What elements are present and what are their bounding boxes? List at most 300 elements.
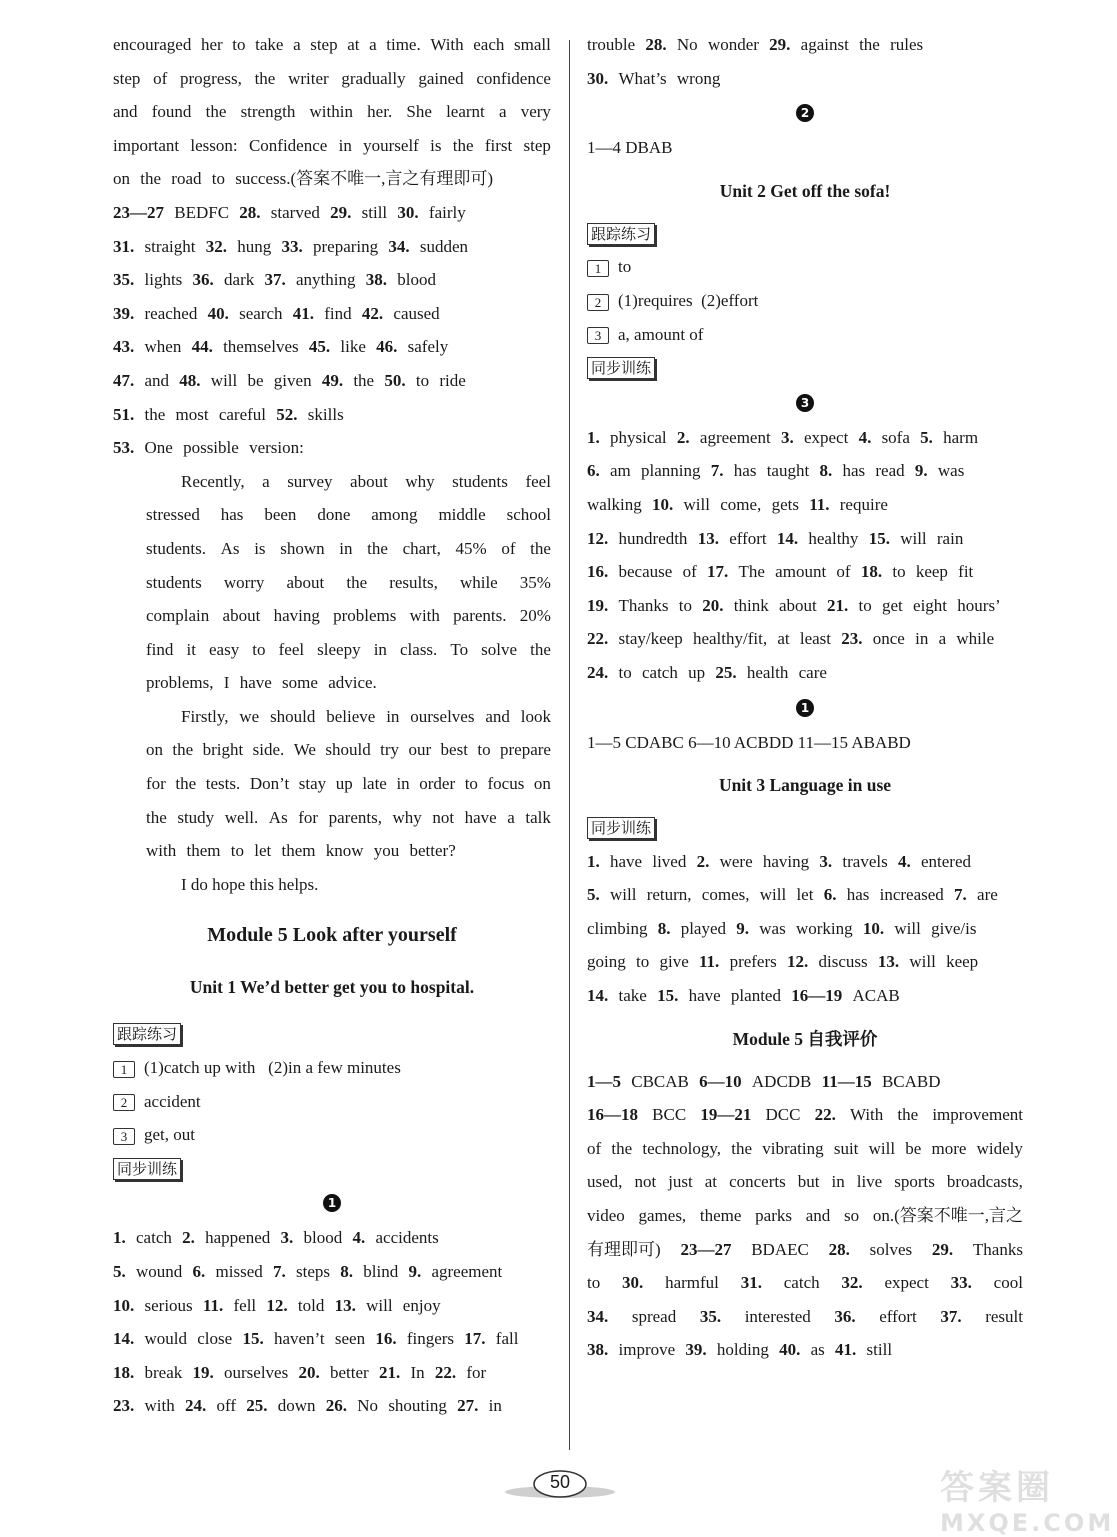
word: be	[905, 1138, 922, 1158]
word: strength	[240, 102, 296, 122]
word: problems,	[146, 673, 224, 693]
answers-a-line	[113, 398, 551, 432]
word: time.	[386, 35, 421, 54]
word: 49.	[321, 370, 354, 390]
word: to	[464, 774, 478, 794]
word: 15.	[868, 528, 901, 548]
item-number-box: 1	[113, 1061, 135, 1078]
word: when	[144, 337, 192, 357]
word: 27.	[457, 1396, 489, 1416]
word: 20.	[298, 1362, 330, 1382]
word: anything	[296, 270, 366, 290]
word: 25.	[715, 662, 747, 682]
word: 37.	[940, 1306, 962, 1326]
word: accidents	[375, 1228, 439, 1248]
word: sofa	[881, 427, 921, 447]
watermark-bottom: MXQE.COM	[940, 1509, 1115, 1537]
word: about	[286, 572, 325, 592]
word: know	[325, 841, 374, 861]
essay-p2-line	[113, 700, 551, 734]
word: seen	[334, 1329, 376, 1349]
section-circle-1: 1	[323, 1194, 341, 1212]
watermark	[940, 1460, 1115, 1537]
word: 31.	[113, 236, 145, 256]
answers-d	[587, 845, 1023, 1013]
word: 11.	[809, 494, 840, 514]
word: given	[273, 370, 322, 390]
word: 7.	[710, 461, 734, 481]
item-number-box: 2	[587, 294, 609, 311]
word: solves	[869, 1239, 913, 1259]
word: the	[530, 538, 551, 558]
word: find	[324, 303, 362, 323]
word: of	[836, 562, 861, 582]
word: about	[222, 606, 261, 626]
word: physical	[610, 427, 677, 447]
track-item	[113, 1118, 551, 1152]
word: 39.	[113, 303, 145, 323]
word: 28.	[828, 1239, 850, 1259]
word: of	[501, 538, 516, 558]
word: technology,	[642, 1138, 722, 1158]
word: 2.	[696, 851, 720, 871]
answers-e-line	[587, 1233, 1023, 1267]
word: dark	[224, 270, 265, 290]
word: 3.	[280, 1228, 304, 1248]
word: missed	[215, 1262, 274, 1281]
word: 40.	[207, 303, 240, 323]
word: 23.	[113, 1396, 145, 1416]
word: 6—10	[699, 1071, 752, 1091]
word: broadcasts,	[946, 1172, 1023, 1192]
word: 35.	[699, 1306, 722, 1326]
word: 有理即可)	[587, 1239, 661, 1259]
answers-a-line	[113, 297, 551, 331]
answers-c-line	[587, 488, 1023, 522]
word: amount	[775, 562, 837, 582]
word: gradually	[341, 68, 406, 88]
word: the	[530, 639, 551, 659]
word: on.(答案不唯一,言之	[872, 1206, 1023, 1226]
essay-p1-line	[113, 599, 551, 633]
word: step	[113, 68, 141, 88]
answers-b-line	[113, 1221, 551, 1255]
word: her	[200, 35, 223, 54]
word: our	[408, 740, 432, 760]
answers-a-line	[113, 364, 551, 398]
essay-paragraph-2	[113, 700, 551, 868]
right-cont-line	[587, 62, 1023, 96]
word: 12.	[266, 1295, 298, 1315]
word: 26.	[325, 1396, 358, 1416]
word: 9.	[408, 1262, 432, 1281]
module-eval-title: Module 5 自我评价	[732, 1028, 878, 1049]
word: sudden	[419, 236, 469, 256]
word: progress,	[180, 68, 242, 88]
module-title: Module 5 Look after yourself	[207, 924, 457, 947]
word: 25.	[246, 1396, 278, 1416]
essay-p1-line	[113, 532, 551, 566]
word: so	[843, 1206, 860, 1226]
word: least	[799, 629, 842, 649]
word: return,	[646, 885, 702, 905]
word: careful	[218, 404, 277, 424]
track-practice-label: 跟踪练习	[113, 1023, 181, 1045]
word: 23.	[841, 629, 873, 649]
word: will	[909, 952, 947, 972]
word: a	[498, 102, 507, 122]
word: 21.	[827, 595, 859, 615]
word: problems	[333, 606, 397, 626]
word: Recently,	[181, 471, 245, 491]
word: success.(答案不唯一,言之有理即可)	[235, 169, 494, 189]
word: has	[846, 885, 880, 905]
track-items	[113, 1051, 551, 1152]
word: vibrating	[762, 1138, 824, 1158]
word: in	[386, 706, 400, 726]
essay-p2-line	[113, 733, 551, 767]
word: expect	[884, 1273, 929, 1293]
word: CBCAB	[631, 1071, 700, 1091]
word: a	[369, 35, 377, 54]
answers-b-line	[113, 1289, 551, 1323]
word: 15.	[657, 986, 689, 1006]
word: not	[432, 807, 455, 827]
word: healthy	[808, 528, 869, 548]
word: 15.	[242, 1329, 274, 1349]
answers-section-2: 1—4 DBAB	[587, 138, 673, 158]
word: 3.	[780, 427, 804, 447]
watermark-top: 答案圈	[940, 1468, 1054, 1508]
answers-e-line	[587, 1132, 1023, 1166]
word: To	[450, 639, 469, 659]
word: catch	[136, 1228, 183, 1248]
word: take	[255, 35, 284, 54]
word: require	[839, 494, 888, 514]
word: 5.	[113, 1262, 136, 1281]
word: in	[339, 538, 353, 558]
answers-d-line	[587, 912, 1023, 946]
word: 48.	[179, 370, 211, 390]
word: 5.	[920, 427, 944, 447]
word: used,	[587, 1172, 623, 1192]
word: fairly	[428, 202, 466, 222]
word: been	[264, 505, 297, 525]
word: 38.	[365, 270, 398, 290]
word: played	[680, 918, 737, 938]
word: to	[618, 662, 642, 682]
track-item	[587, 250, 1023, 284]
word: some	[282, 673, 329, 693]
word: 18.	[860, 562, 893, 582]
word: expect	[803, 427, 859, 447]
word: rain	[936, 528, 964, 548]
word: agreement	[699, 427, 781, 447]
word: 28.	[239, 202, 271, 222]
word: to	[415, 370, 440, 390]
word: 37.	[264, 270, 297, 290]
word: lesson:	[190, 135, 238, 155]
word: solve	[481, 639, 518, 659]
word: 34.	[587, 1306, 609, 1326]
word: 5.	[587, 885, 610, 905]
word: starved	[270, 202, 331, 222]
word: entered	[920, 851, 972, 871]
word: and	[113, 102, 138, 122]
word: preparing	[313, 236, 389, 256]
word: 24.	[184, 1396, 217, 1416]
page-number: 50	[549, 1472, 571, 1492]
word: steps	[296, 1262, 341, 1281]
word: a	[938, 629, 957, 649]
word: concerts	[729, 1172, 786, 1192]
word: BEDFC	[174, 202, 240, 222]
word: 42.	[361, 303, 394, 323]
word: 6.	[192, 1262, 216, 1281]
word: 47.	[113, 370, 145, 390]
word: her.	[367, 102, 393, 122]
word: games,	[638, 1206, 687, 1226]
word: improvement	[932, 1105, 1023, 1125]
word: 9.	[736, 918, 760, 938]
word: catch	[641, 662, 689, 682]
word: results,	[389, 572, 438, 592]
track-item-text: get, out	[144, 1125, 195, 1145]
word: survey	[287, 471, 333, 491]
answers-c-line	[587, 454, 1023, 488]
word: version:	[249, 438, 304, 458]
word: 29.	[931, 1239, 954, 1259]
word: 36.	[192, 270, 225, 290]
word: confidence	[476, 68, 551, 88]
word: climbing	[587, 918, 658, 938]
word: going	[587, 952, 636, 972]
track-item-text: a, amount of	[618, 324, 704, 344]
word: 38.	[587, 1340, 619, 1360]
word: in	[488, 1396, 502, 1416]
word: comes,	[701, 885, 760, 905]
track-item-text: (1)requires (2)effort	[618, 290, 759, 310]
word: 18.	[113, 1362, 145, 1382]
word: 23—27	[680, 1239, 732, 1259]
word: like	[340, 337, 377, 357]
word: learnt	[446, 102, 485, 122]
word: students.	[146, 538, 206, 558]
essay-p1-line	[113, 666, 551, 700]
right-column	[587, 28, 1023, 1367]
word: was	[759, 918, 796, 938]
word: on	[533, 774, 551, 794]
word: hours’	[957, 595, 1001, 615]
word: each	[473, 35, 505, 54]
word: suit	[833, 1138, 859, 1158]
word: has	[220, 505, 244, 525]
word: them	[186, 841, 231, 861]
word: Thanks	[972, 1239, 1023, 1259]
section-circle-4: 1	[796, 699, 814, 717]
sync-training-label-3: 同步训练	[587, 817, 655, 839]
word: on	[113, 169, 141, 189]
word: were	[719, 851, 763, 871]
word: more	[931, 1138, 967, 1158]
word: safely	[407, 337, 449, 357]
word: up	[688, 662, 716, 682]
word: advice.	[328, 673, 377, 693]
word: As	[268, 807, 288, 827]
word: fell	[233, 1295, 267, 1315]
word: well.	[224, 807, 259, 827]
answers-e-line	[587, 1065, 1023, 1099]
sync-training-label: 同步训练	[113, 1158, 181, 1180]
answers-c-line	[587, 555, 1023, 589]
word: to	[477, 740, 491, 760]
word: school	[506, 505, 551, 525]
word: 19—21	[700, 1105, 752, 1125]
essay-end-line	[113, 162, 551, 196]
word: 32.	[841, 1273, 863, 1293]
word: still	[866, 1340, 893, 1360]
essay-p2-line	[113, 834, 551, 868]
word: as	[810, 1340, 836, 1360]
word: 6.	[587, 461, 610, 481]
word: will	[366, 1295, 403, 1315]
word: 39.	[685, 1340, 717, 1360]
essay-p1-line	[113, 498, 551, 532]
answers-d-line	[587, 979, 1023, 1013]
right-cont-line	[587, 28, 1023, 62]
word: health	[746, 662, 799, 682]
word: lights	[144, 270, 193, 290]
essay-p1-line	[113, 465, 551, 499]
word: 33.	[950, 1273, 972, 1293]
word: DCC	[765, 1105, 801, 1125]
word: important	[113, 135, 180, 155]
word: catch	[783, 1273, 820, 1293]
word: the	[140, 169, 172, 189]
word: read	[875, 461, 915, 481]
word: rules	[890, 35, 924, 54]
word: holding	[716, 1340, 780, 1360]
word: about	[778, 595, 828, 615]
word: 7.	[954, 885, 978, 905]
word: in	[338, 135, 352, 155]
word: 22.	[814, 1105, 836, 1125]
word: still	[361, 202, 398, 222]
track-practice-label-2: 跟踪练习	[587, 223, 655, 245]
word: prepare	[500, 740, 551, 760]
word: would	[144, 1329, 198, 1349]
word: interested	[744, 1306, 811, 1326]
word: should	[270, 706, 316, 726]
answers-c-line	[587, 522, 1023, 556]
essay-end-line	[113, 62, 551, 96]
word: it	[186, 639, 196, 659]
word: care	[798, 662, 827, 682]
track-item	[113, 1051, 551, 1085]
track-items-2	[587, 250, 1023, 351]
word: best	[440, 740, 468, 760]
answers-a-line	[113, 196, 551, 230]
word: of	[587, 1138, 602, 1158]
word: 35%	[519, 572, 551, 592]
answers-e-line	[587, 1266, 1023, 1300]
word: students	[452, 471, 508, 491]
word: 16—19	[791, 986, 853, 1006]
answers-a-line	[113, 431, 551, 465]
word: once	[872, 629, 916, 649]
word: She	[406, 102, 432, 122]
word: 45%	[455, 538, 487, 558]
word: will	[868, 1138, 896, 1158]
word: ADCDB	[751, 1071, 822, 1091]
word: to	[252, 639, 266, 659]
word: No	[357, 1396, 389, 1416]
word: 30.	[587, 68, 619, 88]
word: stay/keep	[618, 629, 693, 649]
word: for	[466, 1362, 487, 1382]
word: will	[683, 494, 721, 514]
word: among	[371, 505, 418, 525]
word: haven’t	[273, 1329, 335, 1349]
word: planning	[641, 461, 711, 481]
word: while	[459, 572, 498, 592]
word: get	[882, 595, 914, 615]
word: the	[897, 1105, 919, 1125]
word: blind	[363, 1262, 409, 1281]
word: With	[849, 1105, 884, 1125]
word: at	[777, 629, 800, 649]
word: close	[197, 1329, 243, 1349]
word: harmful	[665, 1273, 719, 1293]
word: 14.	[113, 1329, 145, 1349]
word: the	[144, 404, 176, 424]
word: give	[659, 952, 699, 972]
word: will	[759, 885, 797, 905]
word: effort	[879, 1306, 917, 1326]
sync-training-label-2: 同步训练	[587, 357, 655, 379]
word: 10.	[113, 1295, 145, 1315]
word: shown	[280, 538, 325, 558]
word: prefers	[729, 952, 788, 972]
word: healthy/fit,	[692, 629, 778, 649]
word: blood	[397, 270, 436, 290]
word: of	[153, 68, 168, 88]
word: done	[317, 505, 351, 525]
word: writer	[288, 68, 329, 88]
word: them	[281, 841, 326, 861]
word: bright	[202, 740, 244, 760]
track-item-text: accident	[144, 1091, 201, 1111]
word: 1—5	[587, 1071, 632, 1091]
word: 11.	[699, 952, 730, 972]
word: let	[254, 841, 282, 861]
word: the	[859, 35, 891, 54]
essay-end	[113, 28, 551, 196]
word: have	[464, 807, 497, 827]
answers-e-line	[587, 1300, 1023, 1334]
answers-e	[587, 1065, 1023, 1367]
word: and	[805, 1206, 831, 1226]
word: 2.	[182, 1228, 206, 1248]
word: 14.	[776, 528, 809, 548]
word: the	[731, 1138, 753, 1158]
page-number-badge	[500, 1466, 620, 1502]
word: 1.	[587, 427, 610, 447]
word: BCC	[652, 1105, 687, 1125]
answers-e-line	[587, 1199, 1023, 1233]
word: 11—15	[821, 1071, 882, 1091]
word: 24.	[587, 662, 619, 682]
